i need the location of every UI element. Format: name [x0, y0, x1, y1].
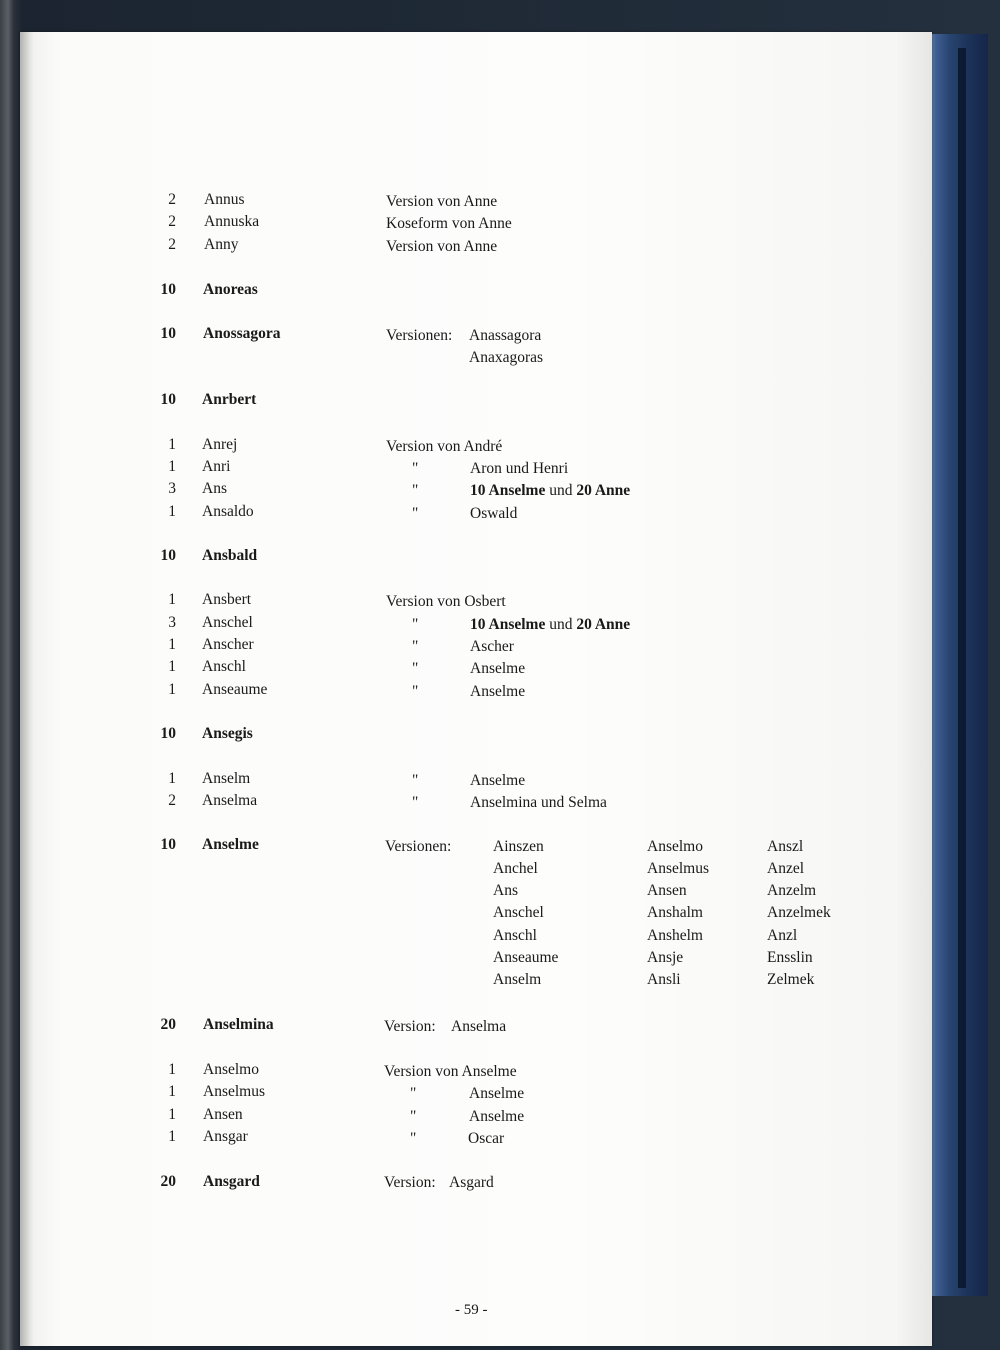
entry-name: Anny: [204, 236, 239, 253]
entry-variant: Anselmina und Selma: [470, 794, 607, 811]
variant-col2-item: Anshelm: [647, 927, 703, 944]
entry-name: Anselma: [202, 792, 258, 809]
entry-variant: Anselme: [470, 772, 526, 789]
variant-col3-item: Anzelm: [767, 882, 817, 899]
entry-name: Anscher: [202, 636, 254, 653]
entry-name: Ansen: [203, 1106, 243, 1123]
entry-variant: Ascher: [470, 638, 514, 655]
entry-name: Ansgard: [203, 1173, 260, 1190]
entry-number: 20: [160, 1016, 176, 1033]
ditto-mark: ": [412, 482, 419, 499]
variant-connector: und: [545, 616, 577, 633]
entry-variant: Anselme: [469, 1108, 525, 1125]
entry-number: 1: [168, 1128, 176, 1145]
variant-bold: 20 Anne: [576, 482, 631, 499]
entry-number: 3: [168, 480, 176, 497]
entry-number: 2: [168, 191, 176, 208]
ditto-mark: ": [412, 772, 419, 789]
entry-variant: [470, 615, 630, 635]
entry-variant: [470, 481, 630, 501]
entry-variant: Anselme: [470, 660, 526, 677]
variant-col2-item: Ansli: [647, 971, 681, 988]
entry-name: Anselmo: [203, 1061, 259, 1078]
entry-name: Anselme: [202, 836, 259, 853]
entry-number: 1: [168, 1106, 176, 1123]
entry-number: 1: [168, 591, 176, 608]
ditto-mark: ": [412, 616, 419, 633]
entry-variant: Oswald: [470, 505, 518, 522]
variant-col3-item: Anzel: [767, 860, 805, 877]
entry-number: 10: [160, 325, 176, 342]
entry-name: Anrej: [202, 436, 238, 453]
entry-name: Ansegis: [202, 725, 253, 742]
entry-name: Anschl: [202, 658, 246, 675]
variant-col1-item: Anselm: [493, 971, 542, 988]
entry-number: 2: [168, 213, 176, 230]
entry-number: 2: [168, 792, 176, 809]
entry-variant: Oscar: [468, 1130, 505, 1147]
entry-number: 1: [168, 658, 176, 675]
entry-name: Ansgar: [203, 1128, 248, 1145]
entry-number: 1: [168, 1083, 176, 1100]
variant-col3-item: Zelmek: [767, 971, 815, 988]
variant-col3-item: Anzelmek: [767, 904, 831, 921]
entry-number: 2: [168, 236, 176, 253]
entry-number: 10: [160, 547, 176, 564]
entry-description: Version:: [384, 1174, 436, 1191]
entry-variant: Asgard: [449, 1174, 494, 1191]
entry-name: Anossagora: [203, 325, 281, 342]
book-cover-edge: [958, 48, 966, 1288]
entry-number: 3: [168, 614, 176, 631]
ditto-mark: ": [412, 683, 419, 700]
entry-number: 1: [168, 458, 176, 475]
variant-col2-item: Ansen: [647, 882, 687, 899]
ditto-mark: ": [412, 794, 419, 811]
entry-name: Ansaldo: [202, 503, 254, 520]
entry-description: Versionen:: [385, 838, 452, 855]
variant-col1-item: Ans: [493, 882, 518, 899]
entry-variant: Anassagora: [469, 327, 542, 344]
entry-number: 10: [160, 281, 176, 298]
entry-name: Anselmus: [203, 1083, 265, 1100]
entry-name: Anoreas: [203, 281, 258, 298]
variant-col1-item: Anschl: [493, 927, 537, 944]
entry-name: Anselmina: [203, 1016, 274, 1033]
variant-bold: 10 Anselme: [470, 616, 546, 633]
variant-col3-item: Ensslin: [767, 949, 813, 966]
variant-col1-item: Anchel: [493, 860, 538, 877]
variant-col1-item: Ainszen: [493, 838, 544, 855]
ditto-mark: ": [412, 460, 419, 477]
ditto-mark: ": [412, 638, 419, 655]
variant-bold: 10 Anselme: [470, 482, 546, 499]
entry-name: Anseaume: [202, 681, 268, 698]
variant-col3-item: Anzl: [767, 927, 798, 944]
variant-col1-item: Anseaume: [493, 949, 559, 966]
entry-variant: Anselma: [451, 1018, 507, 1035]
variant-col2-item: Anselmo: [647, 838, 703, 855]
ditto-mark: ": [410, 1108, 417, 1125]
entry-number: 20: [160, 1173, 176, 1190]
entry-description: Version von Anselme: [384, 1063, 517, 1080]
entry-variant: Aron und Henri: [470, 460, 569, 477]
entry-name: Ansbert: [202, 591, 252, 608]
entry-number: 1: [168, 503, 176, 520]
entry-variant: Anselme: [469, 1085, 525, 1102]
entry-description: Version:: [384, 1018, 436, 1035]
entry-number: 10: [160, 391, 176, 408]
variant-col2-item: Anselmus: [647, 860, 709, 877]
entry-name: Anselm: [202, 770, 251, 787]
variant-col3-item: Anszl: [767, 838, 804, 855]
entry-name: Annuska: [204, 213, 260, 230]
entry-number: 10: [160, 836, 176, 853]
entry-description: Koseform von Anne: [386, 215, 512, 232]
entry-description: Version von Osbert: [386, 593, 506, 610]
page-number: - 59 -: [455, 1302, 488, 1318]
variant-col1-item: Anschel: [493, 904, 544, 921]
entry-number: 1: [168, 1061, 176, 1078]
entry-number: 10: [160, 725, 176, 742]
entry-number: 1: [168, 436, 176, 453]
entry-number: 1: [168, 770, 176, 787]
entry-name: Ans: [202, 480, 227, 497]
entry-number: 1: [168, 681, 176, 698]
page-gutter-shadow: [20, 32, 34, 1346]
ditto-mark: ": [410, 1130, 417, 1147]
entry-variant: Anaxagoras: [469, 349, 544, 366]
entry-description: Version von Anne: [386, 193, 498, 210]
entry-name: Anschel: [202, 614, 253, 631]
ditto-mark: ": [412, 505, 419, 522]
variant-bold: 20 Anne: [576, 616, 631, 633]
entry-name: Anrbert: [202, 391, 257, 408]
variant-col2-item: Anshalm: [647, 904, 703, 921]
entry-number: 1: [168, 636, 176, 653]
entry-description: Version von André: [386, 438, 503, 455]
entry-name: Ansbald: [202, 547, 258, 564]
entry-description: Versionen:: [386, 327, 453, 344]
entry-name: Anri: [202, 458, 231, 475]
entry-variant: Anselme: [470, 683, 526, 700]
variant-col2-item: Ansje: [647, 949, 684, 966]
ditto-mark: ": [410, 1085, 417, 1102]
ditto-mark: ": [412, 660, 419, 677]
variant-connector: und: [545, 482, 577, 499]
entry-description: Version von Anne: [386, 238, 498, 255]
entry-name: Annus: [204, 191, 245, 208]
